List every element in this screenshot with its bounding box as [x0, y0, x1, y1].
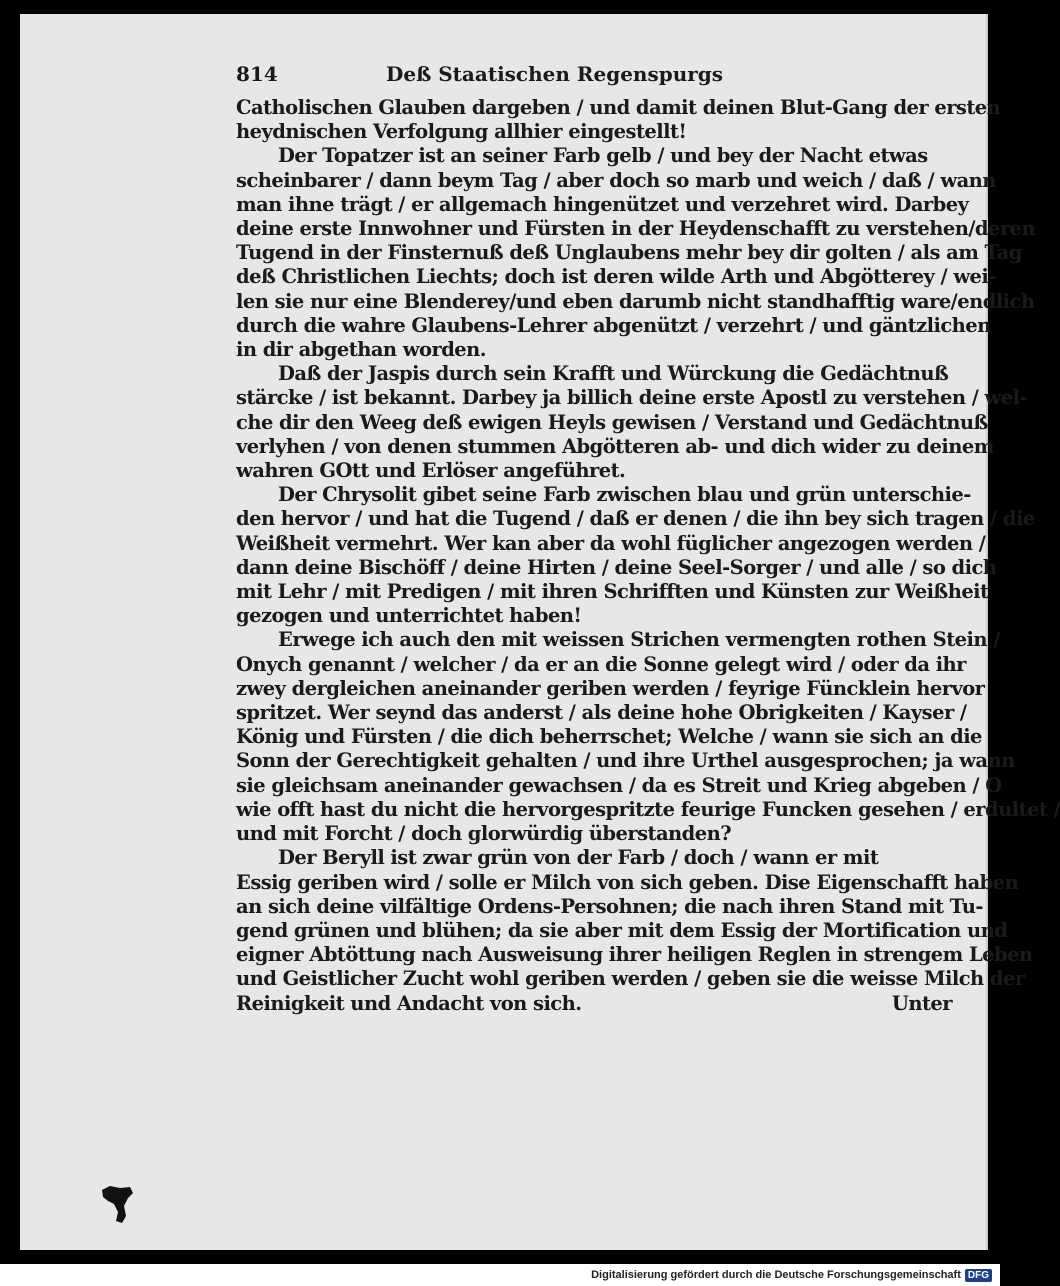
text-line: und Geistlicher Zucht wohl geriben werden / geben sie die weisse Milch der: [236, 967, 1025, 991]
last-line-row: [236, 992, 952, 1016]
text-line: den hervor / und hat die Tugend / daß er denen / die ihn bey sich tragen / die: [236, 507, 1035, 531]
text-line: durch die wahre Glaubens-Lehrer abgenützt / verzehrt / und gäntzlichen: [236, 313, 991, 337]
text-line: deß Christlichen Liechts; doch ist deren wilde Arth und Abgötterey / wei-: [236, 265, 996, 289]
footer-bar: [0, 1264, 1000, 1286]
text-line: heydnischen Verfolgung allhier eingestellt!: [236, 120, 687, 144]
text-line: wahren GOtt und Erlöser angeführet.: [236, 459, 626, 483]
text-line: gend grünen und blühen; da sie aber mit dem Essig der Mortification und: [236, 918, 1008, 942]
text-line: dann deine Bischöff / deine Hirten / deine Seel-Sorger / und alle / so dich: [236, 555, 997, 579]
text-line: Erwege ich auch den mit weissen Strichen vermengten rothen Stein /: [278, 628, 1000, 652]
text-line: Weißheit vermehrt. Wer kan aber da wohl füglicher angezogen werden /: [236, 531, 986, 555]
text-line: Essig geriben wird / solle er Milch von sich geben. Dise Eigenschafft haben: [236, 870, 1019, 894]
text-line: zwey dergleichen aneinander geriben werden / feyrige Füncklein hervor: [236, 676, 985, 700]
catchword: Unter: [891, 991, 952, 1015]
text-line: Der Beryll ist zwar grün von der Farb / doch / wann er mit: [278, 846, 879, 870]
ink-blot-icon: [100, 1184, 134, 1224]
page-number: 814: [236, 62, 278, 86]
text-line: Der Chrysolit gibet seine Farb zwischen blau und grün unterschie-: [278, 483, 971, 507]
text-line: an sich deine vilfältige Ordens-Persohnen; die nach ihren Stand mit Tu-: [236, 894, 983, 918]
text-line: Tugend in der Finsternuß deß Unglaubens mehr bey dir golten / als am Tag: [236, 241, 1022, 265]
text-line: in dir abgethan worden.: [236, 338, 487, 362]
text-line: stärcke / ist bekannt. Darbey ja billich deine erste Apostl zu verstehen / wel-: [236, 386, 1028, 410]
text-line: deine erste Innwohner und Fürsten in der Heydenschafft zu verstehen/deren: [236, 217, 1036, 241]
dfg-logo-icon: DFG: [965, 1269, 992, 1282]
text-line: scheinbarer / dann beym Tag / aber doch so marb und weich / daß / wann: [236, 168, 996, 192]
text-line: und mit Forcht / doch glorwürdig überstanden?: [236, 822, 732, 846]
text-line: man ihne trägt / er allgemach hingenützet und verzehret wird. Darbey: [236, 192, 969, 216]
text-line: Sonn der Gerechtigkeit gehalten / und ihre Urthel ausgesprochen; ja wann: [236, 749, 1015, 773]
text-line: che dir den Weeg deß ewigen Heyls gewisen / Verstand und Gedächtnuß: [236, 410, 988, 434]
text-line: len sie nur eine Blenderey/und eben darumb nicht standhafftig ware/endlich: [236, 289, 1035, 313]
running-head: Deß Staatischen Regenspurgs: [386, 62, 724, 86]
text-line: verlyhen / von denen stummen Abgötteren ab- und dich wider zu deinem: [236, 434, 994, 458]
text-block: [236, 62, 1060, 1016]
text-line: Catholischen Glauben dargeben / und damit deinen Blut-Gang der ersten: [236, 96, 1001, 119]
text-line: Der Topatzer ist an seiner Farb gelb / und bey der Nacht etwas: [278, 144, 928, 168]
text-line: Reinigkeit und Andacht von sich.: [236, 991, 582, 1015]
text-line: sie gleichsam aneinander gewachsen / da es Streit und Krieg abgeben / O: [236, 773, 1002, 797]
text-line: eigner Abtöttung nach Ausweisung ihrer heiligen Reglen in strengem Leben: [236, 943, 1033, 967]
text-line: gezogen und unterrichtet haben!: [236, 604, 582, 628]
text-line: Onych genannt / welcher / da er an die Sonne gelegt wird / oder da ihr: [236, 652, 966, 676]
funding-note: Digitalisierung gefördert durch die Deutsche Forschungsgemeinschaft: [591, 1269, 961, 1281]
text-line: König und Fürsten / die dich beherrschet; Welche / wann sie sich an die: [236, 725, 982, 749]
text-line: mit Lehr / mit Predigen / mit ihren Schrifften und Künsten zur Weißheit: [236, 580, 989, 604]
page-header: [236, 62, 952, 96]
text-line: spritzet. Wer seynd das anderst / als deine hohe Obrigkeiten / Kayser /: [236, 701, 967, 725]
text-line: Daß der Jaspis durch sein Krafft und Würckung die Gedächtnuß: [278, 362, 949, 386]
text-line: wie offt hast du nicht die hervorgespritzte feurige Funcken gesehen / erdultet /: [236, 797, 1060, 821]
